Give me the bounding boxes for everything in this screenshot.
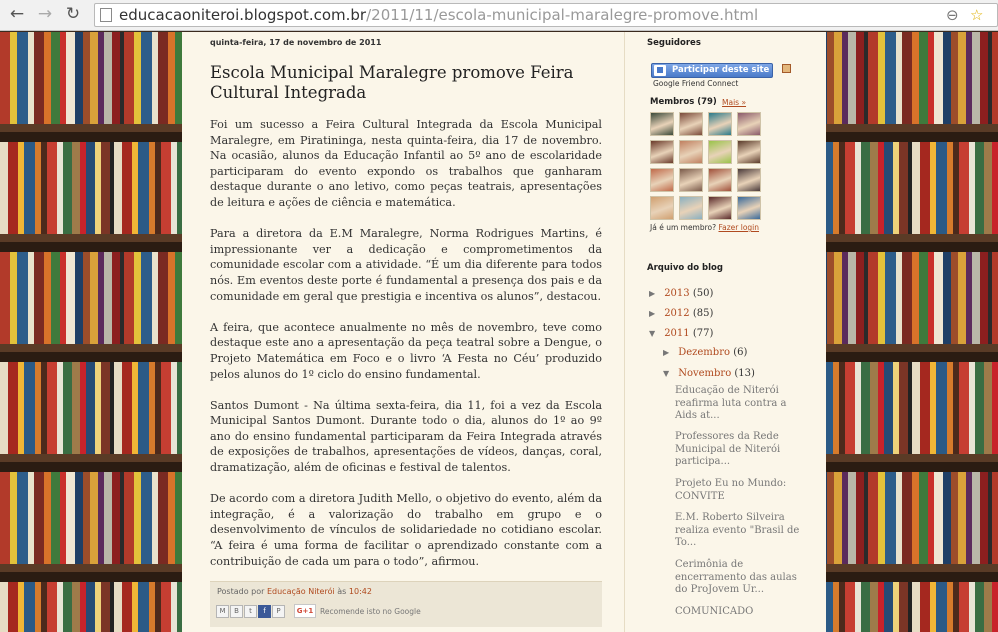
post-footer: [210, 581, 602, 627]
more-members-link[interactable]: Mais »: [722, 98, 747, 107]
archive-year[interactable]: [649, 307, 713, 321]
login-link[interactable]: Fazer login: [718, 223, 760, 232]
member-question: [650, 223, 759, 232]
post-paragraph: Santos Dumont - Na última sexta-feira, dia 11, foi a vez da Escola Municipal Santos Dumont. Durante todo o dia, alunos do 1º ao 9º ano do ensino fundamental participaram da Feira Integrada através de exposições de trabalhos, apresentações de vídeos, danças, coral, dramatização, além de oficinas e festival de talentos.: [210, 398, 602, 475]
member-avatar[interactable]: [679, 140, 703, 164]
archive-year[interactable]: [649, 327, 713, 341]
archive-month[interactable]: [663, 367, 755, 381]
archive-post-link[interactable]: Projeto Eu no Mundo: CONVITE: [675, 478, 787, 502]
archive-count: (85): [692, 308, 714, 319]
post-body: [210, 117, 602, 585]
gplus-button[interactable]: G+1: [294, 604, 316, 618]
archive-post-link[interactable]: Educação de Niterói reafirma luta contra a Aids at...: [675, 385, 787, 421]
share-buttons: [216, 604, 421, 618]
recommend-label: Recomende isto no Google: [320, 606, 421, 616]
zoom-icon[interactable]: ⊖: [946, 6, 959, 24]
forward-arrow-icon[interactable]: →: [37, 4, 53, 24]
at-label: às: [337, 587, 347, 596]
member-avatar[interactable]: [737, 196, 761, 220]
member-avatars: [650, 112, 768, 220]
post-date: quinta-feira, 17 de novembro de 2011: [210, 38, 382, 47]
blog-content: [182, 32, 826, 632]
member-avatar[interactable]: [650, 112, 674, 136]
address-bar[interactable]: [94, 3, 998, 27]
post-paragraph: A feira, que acontece anualmente no mês de novembro, teve como destaque este ano a apresentação da peça teatral sobre a Dengue, o Projeto Matemática em Foco e o livro ‘A Festa no Céu’ produzido pelos alunos do 1º ciclo do ensino fundamental.: [210, 320, 602, 381]
archive-count: (50): [692, 288, 714, 299]
member-avatar[interactable]: [679, 112, 703, 136]
archive-count: (77): [692, 328, 714, 339]
member-avatar[interactable]: [737, 140, 761, 164]
archive-post-link[interactable]: Cerimônia de encerramento das aulas do ProJovem Ur...: [675, 559, 797, 595]
reload-icon[interactable]: ↻: [65, 4, 81, 24]
join-site-button[interactable]: [651, 63, 773, 78]
member-avatar[interactable]: [708, 168, 732, 192]
member-avatar[interactable]: [650, 140, 674, 164]
page-icon: [100, 8, 112, 22]
twitter-icon[interactable]: t: [244, 605, 257, 618]
posted-by-label: Postado por: [217, 587, 265, 596]
expand-arrow-icon[interactable]: ▶: [649, 289, 656, 298]
members-count: Membros (79): [650, 97, 717, 107]
post-paragraph: Foi um sucesso a Feira Cultural Integrada da Escola Municipal Maralegre, em Piratininga, nesta quinta-feira, dia 17 de novembro. Na ocasião, alunos da Educação Infantil ao 5º ano de escolaridade participaram do evento expondo os trabalhos que ganharam destaque durante o ano letivo, como peças teatrais, apresentações de leitura e ações de ciência e matemática.: [210, 118, 602, 209]
post-paragraph: De acordo com a diretora Judith Mello, o objetivo do evento, além da integração, é a valorização do trabalho em grupo e o desenvolvimento de vínculos de solidariedade no cotidiano escolar. “A feira é uma forma de facilitar o aprendizado constante com a contribuição de cada um para o todo”, afirmou.: [210, 492, 602, 568]
sidebar: [624, 32, 826, 632]
archive-year-link[interactable]: 2012: [664, 308, 690, 319]
gfc-label: Google Friend Connect: [653, 79, 739, 88]
blogthis-icon[interactable]: B: [230, 605, 243, 618]
archive-year[interactable]: [649, 287, 713, 301]
url-path: /2011/11/escola-municipal-maralegre-promove.html: [366, 6, 759, 24]
archive-year-link[interactable]: 2011: [664, 328, 690, 339]
post-title[interactable]: Escola Municipal Maralegre promove Feira Cultural Integrada: [210, 63, 574, 102]
archive-month-link[interactable]: Dezembro: [678, 347, 730, 358]
email-icon[interactable]: M: [216, 605, 229, 618]
friend-connect-icon: [654, 65, 666, 76]
member-avatar[interactable]: [708, 112, 732, 136]
archive-post-link[interactable]: COMUNICADO: [675, 606, 754, 617]
member-question-text: Já é um membro?: [650, 223, 717, 232]
pinterest-icon[interactable]: P: [272, 605, 285, 618]
archive-title: Arquivo do blog: [647, 263, 723, 273]
post-time-link[interactable]: 10:42: [348, 587, 372, 596]
member-avatar[interactable]: [679, 168, 703, 192]
url-text[interactable]: [119, 5, 758, 25]
member-avatar[interactable]: [708, 196, 732, 220]
browser-toolbar: [0, 0, 998, 31]
followers-title: Seguidores: [647, 38, 701, 48]
bookmark-star-icon[interactable]: ☆: [970, 6, 984, 24]
archive-month[interactable]: [663, 346, 747, 360]
expand-arrow-icon[interactable]: ▶: [649, 309, 656, 318]
facebook-icon[interactable]: f: [258, 605, 271, 618]
post-author-link[interactable]: Educação Niterói: [266, 587, 335, 596]
collapse-arrow-icon[interactable]: ▼: [663, 369, 670, 378]
member-avatar[interactable]: [650, 168, 674, 192]
member-avatar[interactable]: [737, 112, 761, 136]
member-avatar[interactable]: [679, 196, 703, 220]
url-host: educacaoniteroi.blogspot.com.br: [119, 6, 367, 24]
member-avatar[interactable]: [708, 140, 732, 164]
archive-post-link[interactable]: Professores da Rede Municipal de Niterói participa...: [675, 431, 781, 467]
member-avatar[interactable]: [650, 196, 674, 220]
join-button-label: Participar deste site: [672, 65, 770, 75]
archive-month-link[interactable]: Novembro: [678, 368, 732, 379]
archive-year-link[interactable]: 2013: [664, 288, 690, 299]
popout-icon[interactable]: [782, 64, 791, 73]
archive-count: (6): [733, 347, 748, 358]
archive-post-link[interactable]: E.M. Roberto Silveira realiza evento "Brasil de To...: [675, 512, 800, 548]
member-avatar[interactable]: [737, 168, 761, 192]
expand-arrow-icon[interactable]: ▶: [663, 348, 670, 357]
archive-count: (13): [734, 368, 755, 379]
collapse-arrow-icon[interactable]: ▼: [649, 329, 656, 338]
back-arrow-icon[interactable]: ←: [9, 4, 25, 24]
post-paragraph: Para a diretora da E.M Maralegre, Norma Rodrigues Martins, é impressionante ver a dedicação e comprometimentos da comunidade escolar com a atividade. “É um dia diferente para todos nós. Em eventos deste porte é fundamental a presença dos pais e da comunidade em geral que prestigia e incentiva os alunos”, destacou.: [210, 227, 602, 303]
